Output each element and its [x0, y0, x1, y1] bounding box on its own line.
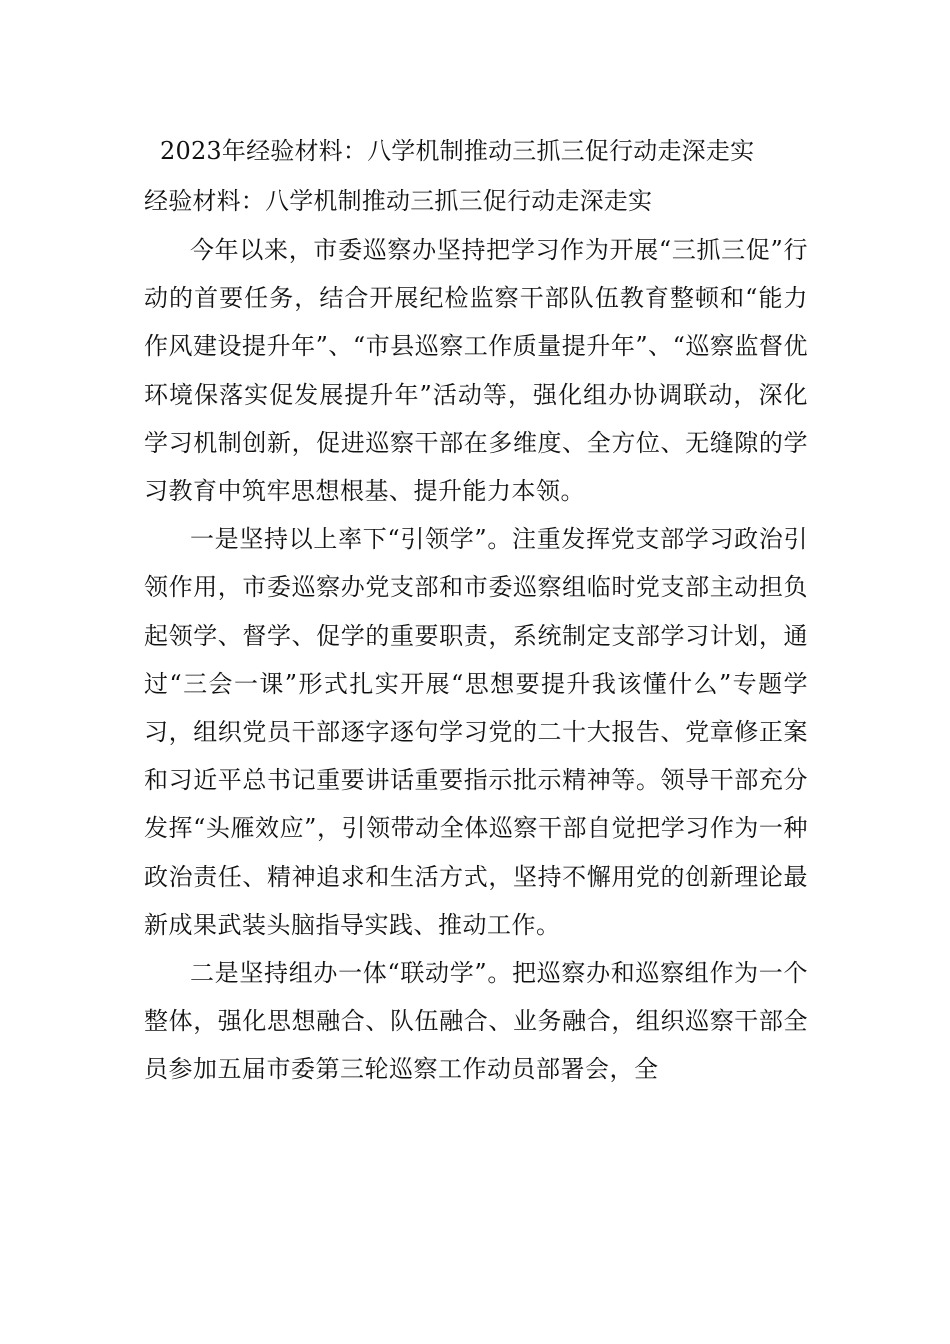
- paragraph-point-two: 二是坚持组办一体“联动学”。把巡察办和巡察组作为一个整体，强化思想融合、队伍融合、业务融合，组织巡察干部全员参加五届市委第三轮巡察工作动员部署会，全: [144, 959, 808, 1084]
- document-title-line-2: 经验材料：八学机制推动三抓三促行动走深走实: [144, 187, 653, 215]
- document-title-line-1: 2023年经验材料：八学机制推动三抓三促行动走深走实: [160, 137, 755, 165]
- paragraph-intro: 今年以来，市委巡察办坚持把学习作为开展“三抓三促”行动的首要任务，结合开展纪检监察干部队伍教育整顿和“能力作风建设提升年”、“市县巡察工作质量提升年”、“巡察监督优环境保落实促发展提升年”活动等，强化组办协调联动，深化学习机制创新，促进巡察干部在多维度、全方位、无缝隙的学习教育中筑牢思想根基、提升能力本领。: [144, 236, 808, 506]
- paragraph-point-one: 一是坚持以上率下“引领学”。注重发挥党支部学习政治引领作用，市委巡察办党支部和市委巡察组临时党支部主动担负起领学、督学、促学的重要职责，系统制定支部学习计划，通过“三会一课”形式扎实开展“思想要提升我该懂什么”专题学习，组织党员干部逐字逐句学习党的二十大报告、党章修正案和习近平总书记重要讲话重要指示批示精神等。领导干部充分发挥“头雁效应”，引领带动全体巡察干部自觉把学习作为一种政治责任、精神追求和生活方式，坚持不懈用党的创新理论最新成果武装头脑指导实践、推动工作。: [144, 525, 808, 939]
- document-body: [144, 126, 808, 1094]
